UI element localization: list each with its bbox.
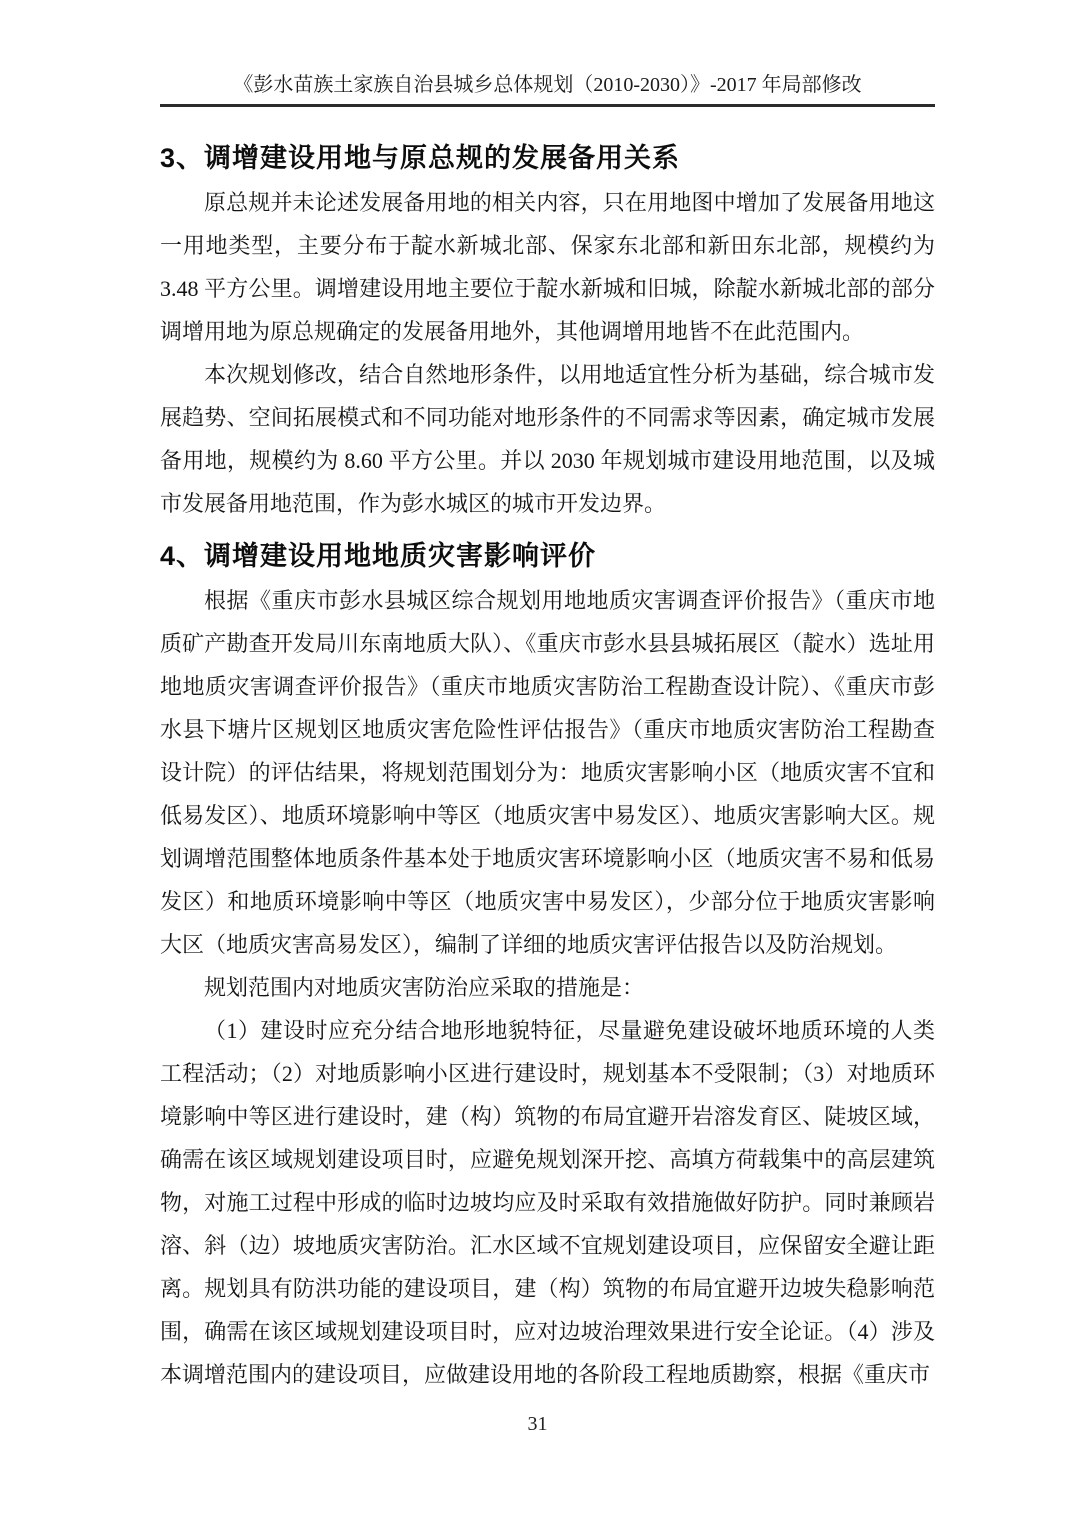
section-3-heading: 3、调增建设用地与原总规的发展备用关系	[160, 143, 681, 173]
section-4-paragraph-1: 根据《重庆市彭水县城区综合规划用地地质灾害调查评价报告》（重庆市地质矿产勘查开发局川东南地质大队）、《重庆市彭水县县城拓展区（靛水）选址用地地质灾害调查评价报告》（重庆市地质灾害防治工程勘查设计院）、《重庆市彭水县下塘片区规划区地质灾害危险性评估报告》（重庆市地质灾害防治工程勘查设计院）的评估结果，将规划范围划分为：地质灾害影响小区（地质灾害不宜和低易发区）、地质环境影响中等区（地质灾害中易发区）、地质灾害影响大区。规划调增范围整体地质条件基本处于地质灾害环境影响小区（地质灾害不易和低易发区）和地质环境影响中等区（地质灾害中易发区），少部分位于地质灾害影响大区（地质灾害高易发区），编制了详细的地质灾害评估报告以及防治规划。	[160, 588, 935, 957]
document-body	[160, 143, 935, 1396]
section-3-paragraph-2: 本次规划修改，结合自然地形条件，以用地适宜性分析为基础，综合城市发展趋势、空间拓展模式和不同功能对地形条件的不同需求等因素，确定城市发展备用地，规模约为 8.60 平方公里。并以 2030 年规划城市建设用地范围，以及城市发展备用地范围，作为彭水城区的城市开发边界。	[160, 362, 935, 516]
page-number: 31	[527, 1413, 548, 1435]
page-header	[160, 0, 935, 107]
section-3-paragraph-1: 原总规并未论述发展备用地的相关内容，只在用地图中增加了发展备用地这一用地类型，主要分布于靛水新城北部、保家东北部和新田东北部，规模约为 3.48 平方公里。调增建设用地主要位于靛水新城和旧城，除靛水新城北部的部分调增用地为原总规确定的发展备用地外，其他调增用地皆不在此范围内。	[160, 190, 935, 344]
page-content-area	[160, 0, 935, 1396]
page-footer	[0, 1413, 1075, 1436]
header-title: 《彭水苗族土家族自治县城乡总体规划（2010-2030）》-2017 年局部修改	[233, 74, 862, 96]
section-4-paragraph-3: （1）建设时应充分结合地形地貌特征，尽量避免建设破坏地质环境的人类工程活动；（2）对地质影响小区进行建设时，规划基本不受限制；（3）对地质环境影响中等区进行建设时，建（构）筑物的布局宜避开岩溶发育区、陡坡区域，确需在该区域规划建设项目时，应避免规划深开挖、高填方荷载集中的高层建筑物，对施工过程中形成的临时边坡均应及时采取有效措施做好防护。同时兼顾岩溶、斜（边）坡地质灾害防治。汇水区域不宜规划建设项目，应保留安全避让距离。规划具有防洪功能的建设项目，建（构）筑物的布局宜避开边坡失稳影响范围，确需在该区域规划建设项目时，应对边坡治理效果进行安全论证。（4）涉及本调增范围内的建设项目，应做建设用地的各阶段工程地质勘察，根据《重庆市	[160, 1018, 935, 1387]
section-4-paragraph-2: 规划范围内对地质灾害防治应采取的措施是：	[204, 975, 645, 1000]
section-4-heading: 4、调增建设用地地质灾害影响评价	[160, 541, 597, 571]
